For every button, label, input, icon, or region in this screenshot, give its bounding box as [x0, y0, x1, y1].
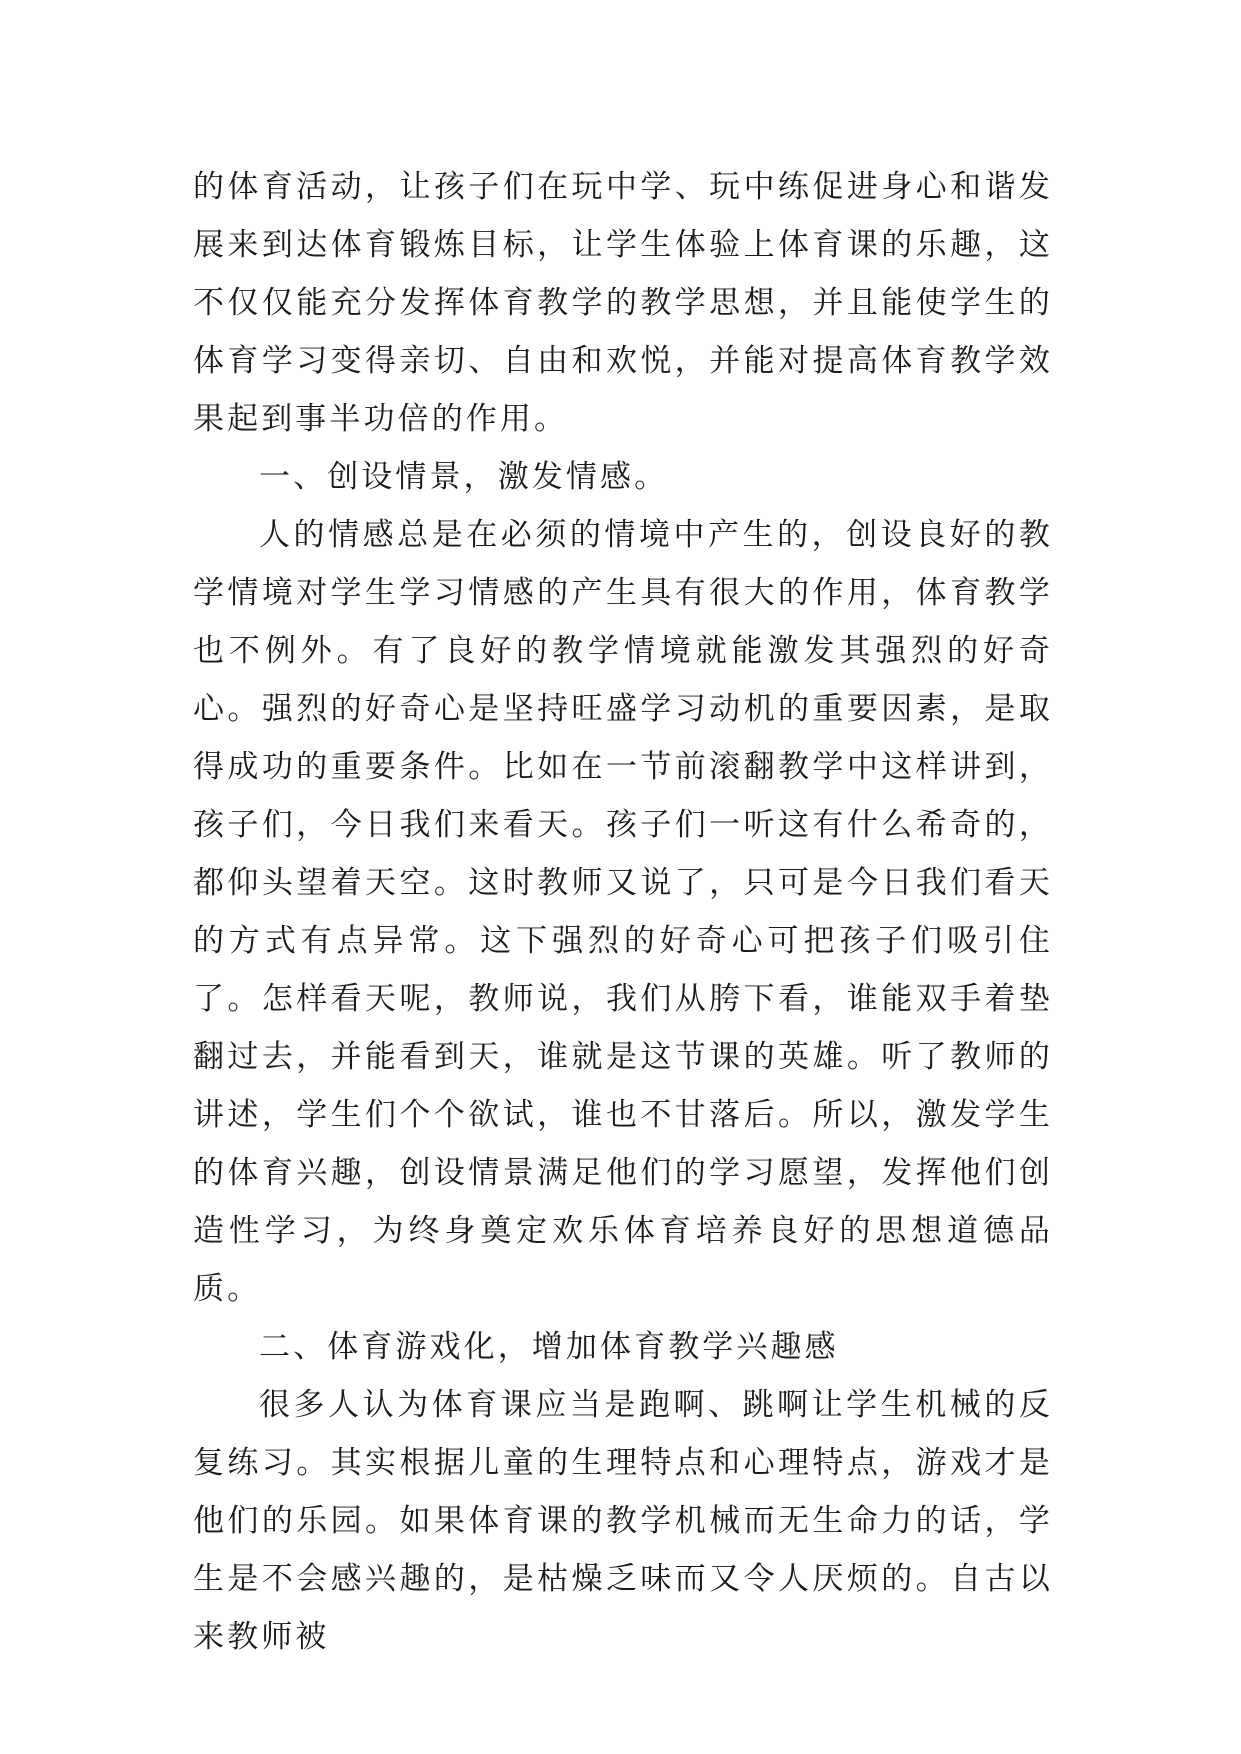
paragraph-body-2: 很多人认为体育课应当是跑啊、跳啊让学生机械的反复练习。其实根据儿童的生理特点和心理特点，游戏才是他们的乐园。如果体育课的教学机械而无生命力的话，学生是不会感兴趣的，是枯燥乏味而又令人厌烦的。自古以来教师被	[193, 1387, 1053, 1655]
paragraph-body-1: 人的情感总是在必须的情境中产生的，创设良好的教学情境对学生学习情感的产生具有很大的作用，体育教学也不例外。有了良好的教学情境就能激发其强烈的好奇心。强烈的好奇心是坚持旺盛学习动机的重要因素，是取得成功的重要条件。比如在一节前滚翻教学中这样讲到，孩子们，今日我们来看天。孩子们一听这有什么希奇的，都仰头望着天空。这时教师又说了，只可是今日我们看天的方式有点异常。这下强烈的好奇心可把孩子们吸引住了。怎样看天呢，教师说，我们从胯下看，谁能双手着垫翻过去，并能看到天，谁就是这节课的英雄。听了教师的讲述，学生们个个欲试，谁也不甘落后。所以，激发学生的体育兴趣，创设情景满足他们的学习愿望，发挥他们创造性学习，为终身奠定欢乐体育培养良好的思想道德品质。	[193, 517, 1053, 1307]
document-body	[193, 158, 1053, 1666]
section-heading-2: 二、体育游戏化，增加体育教学兴趣感	[259, 1329, 839, 1365]
paragraph-continuation: 的体育活动，让孩子们在玩中学、玩中练促进身心和谐发展来到达体育锻炼目标，让学生体验上体育课的乐趣，这不仅仅能充分发挥体育教学的教学思想，并且能使学生的体育学习变得亲切、自由和欢悦，并能对提高体育教学效果起到事半功倍的作用。	[193, 169, 1053, 437]
section-heading-1: 一、创设情景，激发情感。	[259, 459, 669, 495]
